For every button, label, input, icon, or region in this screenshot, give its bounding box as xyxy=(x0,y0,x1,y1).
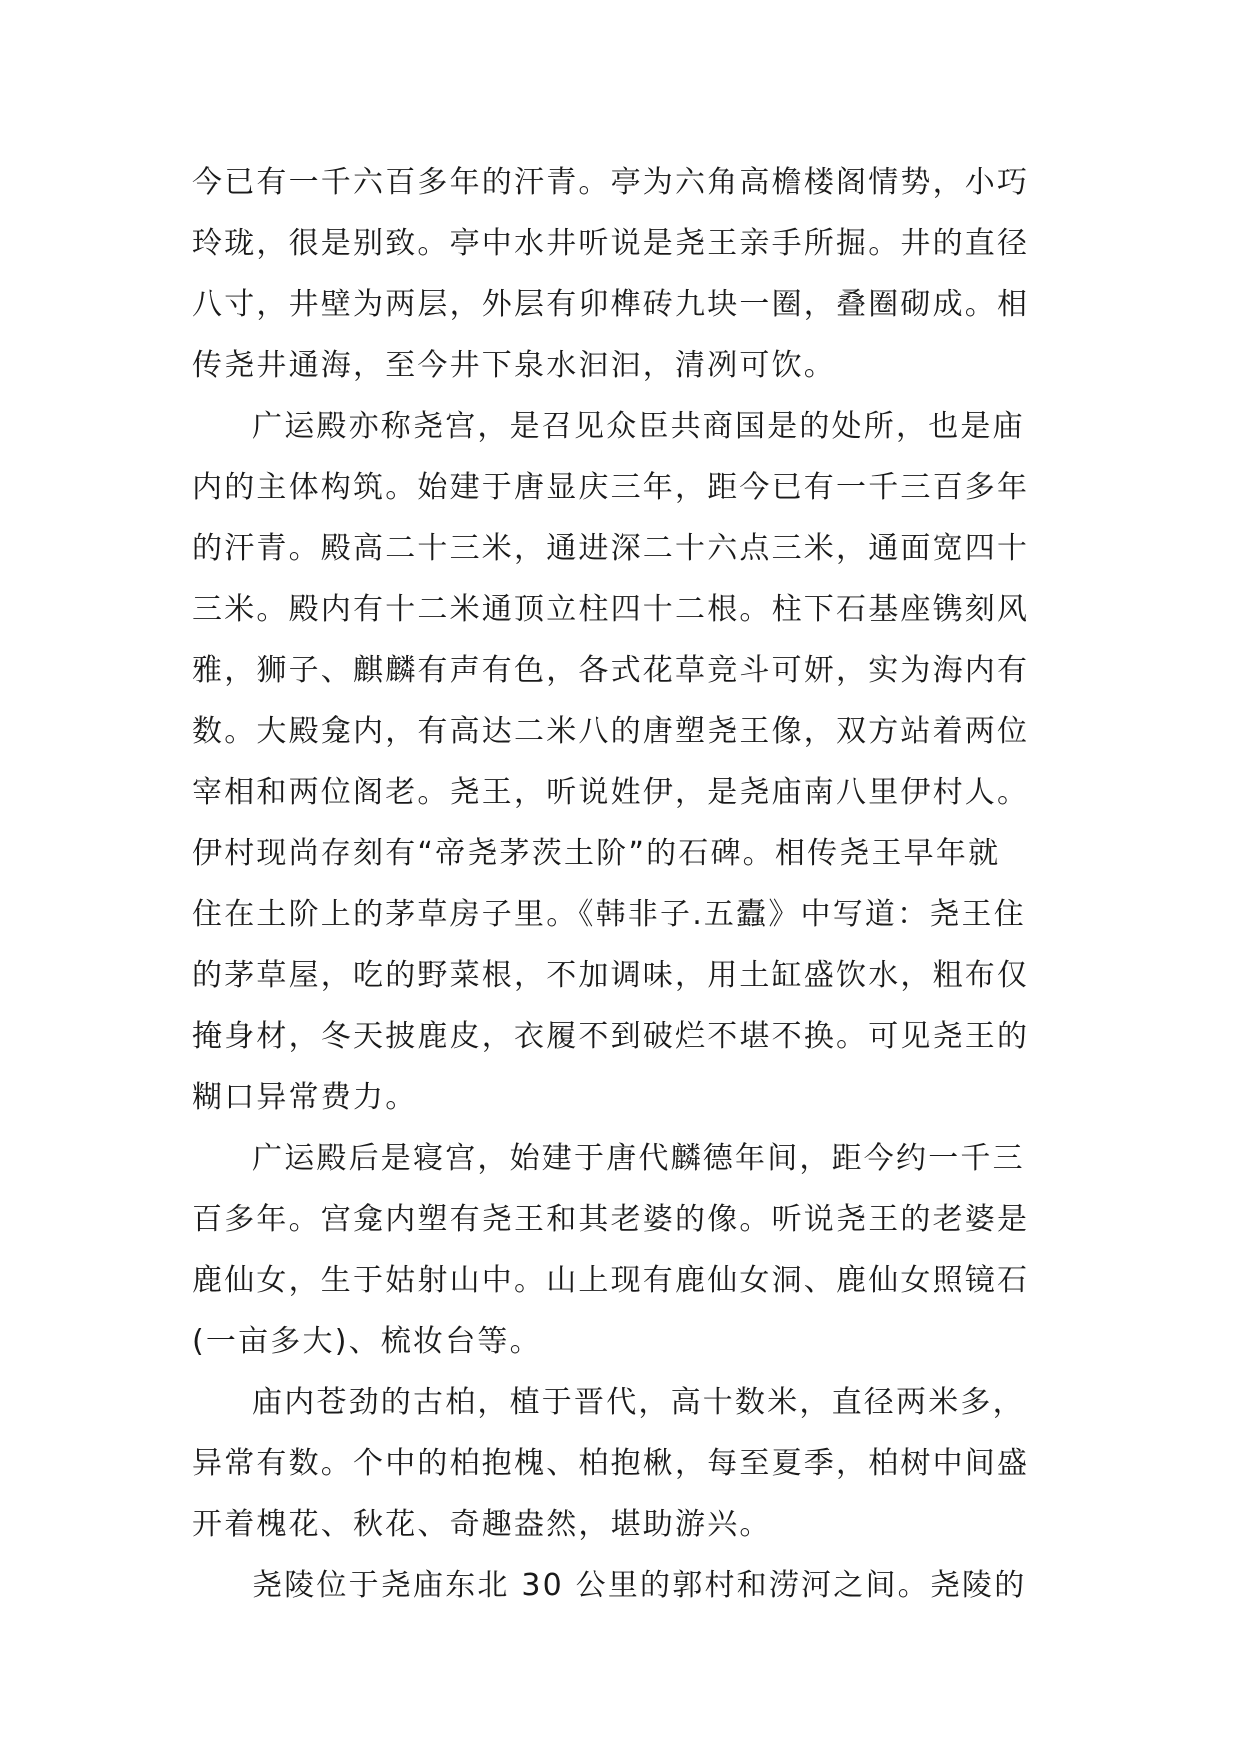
paragraph-first-line: 广运殿亦称尧宫，是召见众臣共商国是的处所，也是庙 xyxy=(252,409,1025,444)
text-line: 异常有数。个中的柏抱槐、柏抱楸，每至夏季，柏树中间盛 xyxy=(192,1446,1030,1481)
text-line: 鹿仙女，生于姑射山中。山上现有鹿仙女洞、鹿仙女照镜石 xyxy=(192,1263,1030,1298)
paragraph-first-line: 尧陵位于尧庙东北 30 公里的郭村和涝河之间。尧陵的 xyxy=(252,1568,1027,1603)
text-line: 内的主体构筑。始建于唐显庆三年，距今已有一千三百多年 xyxy=(192,470,1030,505)
text-line: 传尧井通海，至今井下泉水汩汩，清冽可饮。 xyxy=(192,348,836,383)
text-line: 八寸，井壁为两层，外层有卯榫砖九块一圈，叠圈砌成。相 xyxy=(192,287,1030,322)
text-line: 数。大殿龛内，有高达二米八的唐塑尧王像，双方站着两位 xyxy=(192,714,1030,749)
text-line: 的汗青。殿高二十三米，通进深二十六点三米，通面宽四十 xyxy=(192,531,1030,566)
text-line: 玲珑，很是别致。亭中水井听说是尧王亲手所掘。井的直径 xyxy=(192,226,1030,261)
text-line: 百多年。宫龛内塑有尧王和其老婆的像。听说尧王的老婆是 xyxy=(192,1202,1030,1237)
paragraph-first-line: 广运殿后是寝宫，始建于唐代麟德年间，距今约一千三 xyxy=(252,1141,1025,1176)
text-line: 伊村现尚存刻有“帝尧茅茨土阶”的石碑。相传尧王早年就 xyxy=(192,836,1001,871)
text-line: 掩身材，冬天披鹿皮，衣履不到破烂不堪不换。可见尧王的 xyxy=(192,1019,1030,1054)
text-line: 三米。殿内有十二米通顶立柱四十二根。柱下石基座镌刻风 xyxy=(192,592,1030,627)
text-line: 糊口异常费力。 xyxy=(192,1080,418,1115)
text-line: 的茅草屋，吃的野菜根，不加调味，用土缸盛饮水，粗布仅 xyxy=(192,958,1030,993)
text-line: 住在土阶上的茅草房子里。《韩非子.五蠹》中写道：尧王住 xyxy=(192,897,1026,932)
text-line: 开着槐花、秋花、奇趣盎然，堪助游兴。 xyxy=(192,1507,772,1542)
paragraph-first-line: 庙内苍劲的古柏，植于晋代，高十数米，直径两米多， xyxy=(252,1385,1025,1420)
text-line: 雅，狮子、麒麟有声有色，各式花草竞斗可妍，实为海内有 xyxy=(192,653,1030,688)
text-line: 今已有一千六百多年的汗青。亭为六角高檐楼阁情势，小巧 xyxy=(192,165,1030,200)
text-line: (一亩多大)、梳妆台等。 xyxy=(192,1324,542,1359)
text-line: 宰相和两位阁老。尧王，听说姓伊，是尧庙南八里伊村人。 xyxy=(192,775,1030,810)
